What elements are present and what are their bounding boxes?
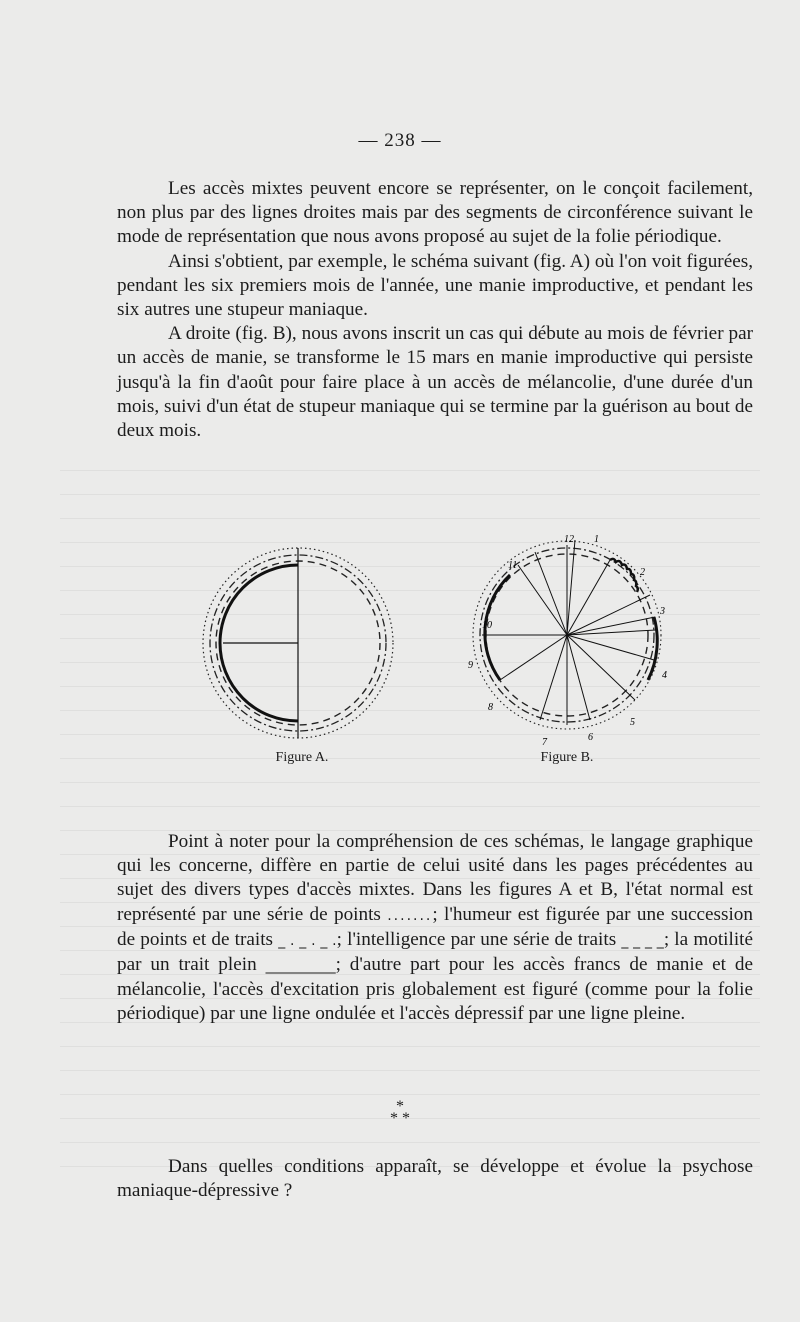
para4-part-4: ; la motilité par un trait plein [117, 928, 754, 976]
figure-b-solid-arc-right [648, 617, 657, 680]
figure-b-label-9: 9 [468, 660, 473, 671]
paragraph-5: Dans quelles conditions apparaît, se développe et évolue la psychose maniaque-dépressive ? [117, 1156, 753, 1202]
intro-paragraphs [117, 177, 753, 443]
paragraph-4 [117, 830, 753, 1027]
figure-a-caption: Figure A. [275, 750, 329, 765]
para4-part-3: ; l'intelligence par une série de traits [336, 928, 617, 950]
separator-top: * [396, 1098, 404, 1115]
legend-paragraph [117, 830, 753, 1027]
separator-bottom: * * [390, 1110, 410, 1127]
figure-a [195, 530, 410, 780]
figure-b-wavy-arc [610, 559, 638, 592]
page-number: — 238 — [358, 130, 442, 151]
paragraph-2: Ainsi s'obtient, par exemple, le schéma suivant (fig. A) où l'on voit figurées, pendant les six premiers mois de l'année, une manie improductive, et pendant les six autres une stupeur maniaque. [117, 250, 753, 321]
para4-part-5: ; d'autre part pour les accès francs de manie et de mélancolie, l'accès d'excitation pris globalement est figuré (comme pour la folie périodique) par une ligne ondulée et l'accès dépressif par une ligne pleine. [117, 954, 754, 1025]
figure-b-label-11: 11 [508, 560, 518, 571]
section-separator [0, 1098, 800, 1127]
figure-b-label-1: 1 [594, 534, 599, 545]
figure-b-label-2: 2 [640, 567, 645, 578]
figure-b-label-6: 6 [588, 732, 593, 743]
figure-b-diagram [460, 530, 685, 755]
figure-a-diagram [195, 530, 410, 755]
figure-b-label-7: 7 [542, 737, 547, 748]
paragraph-3: A droite (fig. B), nous avons inscrit un cas qui débute au mois de février par un accès de manie, se transforme le 15 mars en manie improductive qui persiste jusqu'à la fin d'août pour faire place à un accès de mélancolie, d'une durée d'un mois, suivi d'un état de stupeur maniaque qui se termine par la guérison au bout de deux mois. [117, 323, 753, 442]
intelligence-sample: _ _ _ _ [621, 932, 664, 949]
paragraph-1: Les accès mixtes peuvent encore se représenter, on le conçoit facilement, non plus par des lignes droites mais par des segments de circonférence suivant le mode de représentation que nous avons proposé au sujet de la folie périodique. [117, 178, 753, 248]
motilite-sample: __________ [265, 958, 336, 975]
figure-b-label-5: 5 [630, 717, 635, 728]
figure-b [460, 530, 685, 780]
figure-b-label-3: 3 [660, 606, 665, 617]
figure-b-label-8: 8 [488, 702, 493, 713]
para4-part-2: ; l'humeur est figurée par une succession de points et de traits [117, 903, 753, 950]
figure-b-caption: Figure B. [540, 750, 594, 765]
figure-b-label-12: 12 [564, 534, 574, 545]
figure-b-label-10: 10 [482, 620, 492, 631]
humeur-sample: _ . _ . _ . [278, 932, 337, 949]
closing-paragraph [117, 1155, 753, 1203]
normal-state-sample: ....... [387, 907, 433, 924]
para4-part-1: Point à noter pour la compréhension de ces schémas, le langage graphique qui les concerne, diffère en partie de celui usité dans les pages précédentes au sujet des divers types d'accès mixtes. Dans les figures A et B, l'état normal est représenté par une série de points [117, 831, 753, 925]
figure-b-label-4: 4 [662, 670, 667, 681]
